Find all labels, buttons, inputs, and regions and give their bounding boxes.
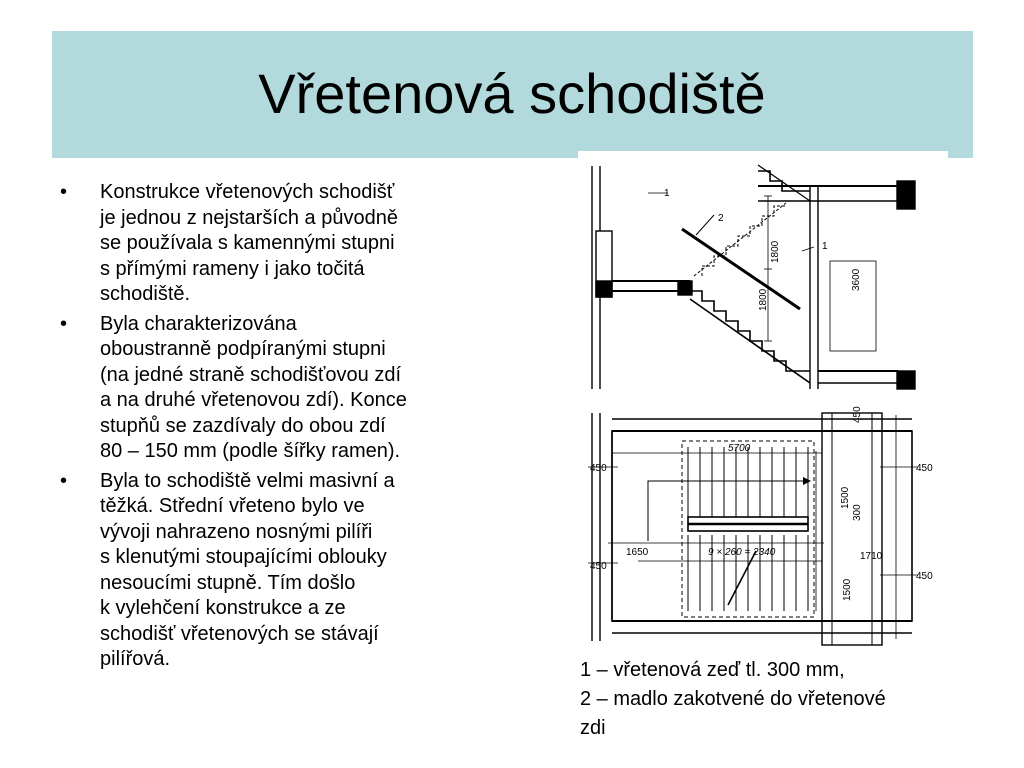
bullet-dot: • [60, 312, 68, 335]
dim-1650: 1650 [626, 547, 649, 558]
dim-450-top: 450 [852, 406, 863, 423]
bullet-line: s přímými rameny i jako točitá [100, 257, 365, 280]
bullet-item [60, 469, 500, 673]
dim-1800-upper: 1800 [770, 240, 781, 263]
caption-line: zdi [580, 717, 606, 739]
dim-450-left-top: 450 [590, 463, 607, 474]
dim-3600: 3600 [851, 268, 862, 291]
dim-1800-lower: 1800 [758, 288, 769, 311]
bullet-line: je jednou z nejstarších a původně [100, 206, 398, 229]
bullet-line: schodiště. [100, 283, 191, 305]
dim-450-right-top: 450 [916, 463, 933, 474]
bullet-list [60, 180, 500, 677]
dim-300: 300 [852, 504, 863, 521]
bullet-line: těžká. Střední vřeteno bylo ve [100, 495, 365, 517]
bullet-item [60, 180, 500, 308]
figure-caption [580, 656, 1000, 743]
dim-450-left-bottom: 450 [590, 561, 607, 572]
dim-5700: 5700 [728, 443, 751, 454]
bullet-dot: • [60, 469, 68, 492]
bullet-line: schodišť vřetenových se stávají [100, 622, 379, 645]
bullet-line: a na druhé vřetenovou zdí). Konce [100, 389, 407, 411]
bullet-line: Byla charakterizována [100, 312, 297, 335]
dim-9x260: 9 × 260 = 2340 [708, 547, 776, 558]
bullet-line: s klenutými stoupajícími oblouky [100, 546, 387, 568]
dim-1500-bottom: 1500 [842, 578, 853, 601]
caption-line: 2 – madlo zakotvené do vřetenové [580, 688, 886, 710]
dim-450-right-bottom: 450 [916, 571, 933, 582]
bullet-line: nesoucími stupně. Tím došlo [100, 571, 356, 594]
bullet-line: vývoji nahrazeno nosnými pilíři [100, 520, 373, 543]
bullet-line: 80 – 150 mm (podle šířky ramen). [100, 440, 401, 462]
dim-1710: 1710 [860, 551, 883, 562]
bullet-line: pilířová. [100, 648, 171, 670]
bullet-line: (na jedné straně schodišťovou zdí [100, 363, 402, 386]
bullet-line: Konstrukce vřetenových schodišť [100, 181, 395, 203]
bullet-line: se používala s kamennými stupni [100, 232, 395, 254]
bullet-line: stupňů se zazdívaly do obou zdí [100, 414, 386, 437]
bullet-line: k vylehčení konstrukce a ze [100, 597, 346, 619]
label-1-right: 1 [822, 241, 828, 252]
caption-line: 1 – vřetenová zeď tl. 300 mm, [580, 659, 845, 681]
dim-1500-top: 1500 [840, 486, 851, 509]
label-1-left: 1 [664, 188, 670, 199]
bullet-line: Byla to schodiště velmi masivní a [100, 469, 395, 492]
staircase-drawing [578, 151, 948, 651]
bullet-line: oboustranně podpíranými stupni [100, 338, 386, 360]
slide-title: Vřetenová schodiště [258, 62, 766, 125]
label-2: 2 [718, 213, 724, 224]
bullet-item [60, 312, 500, 465]
bullet-dot: • [60, 181, 68, 203]
